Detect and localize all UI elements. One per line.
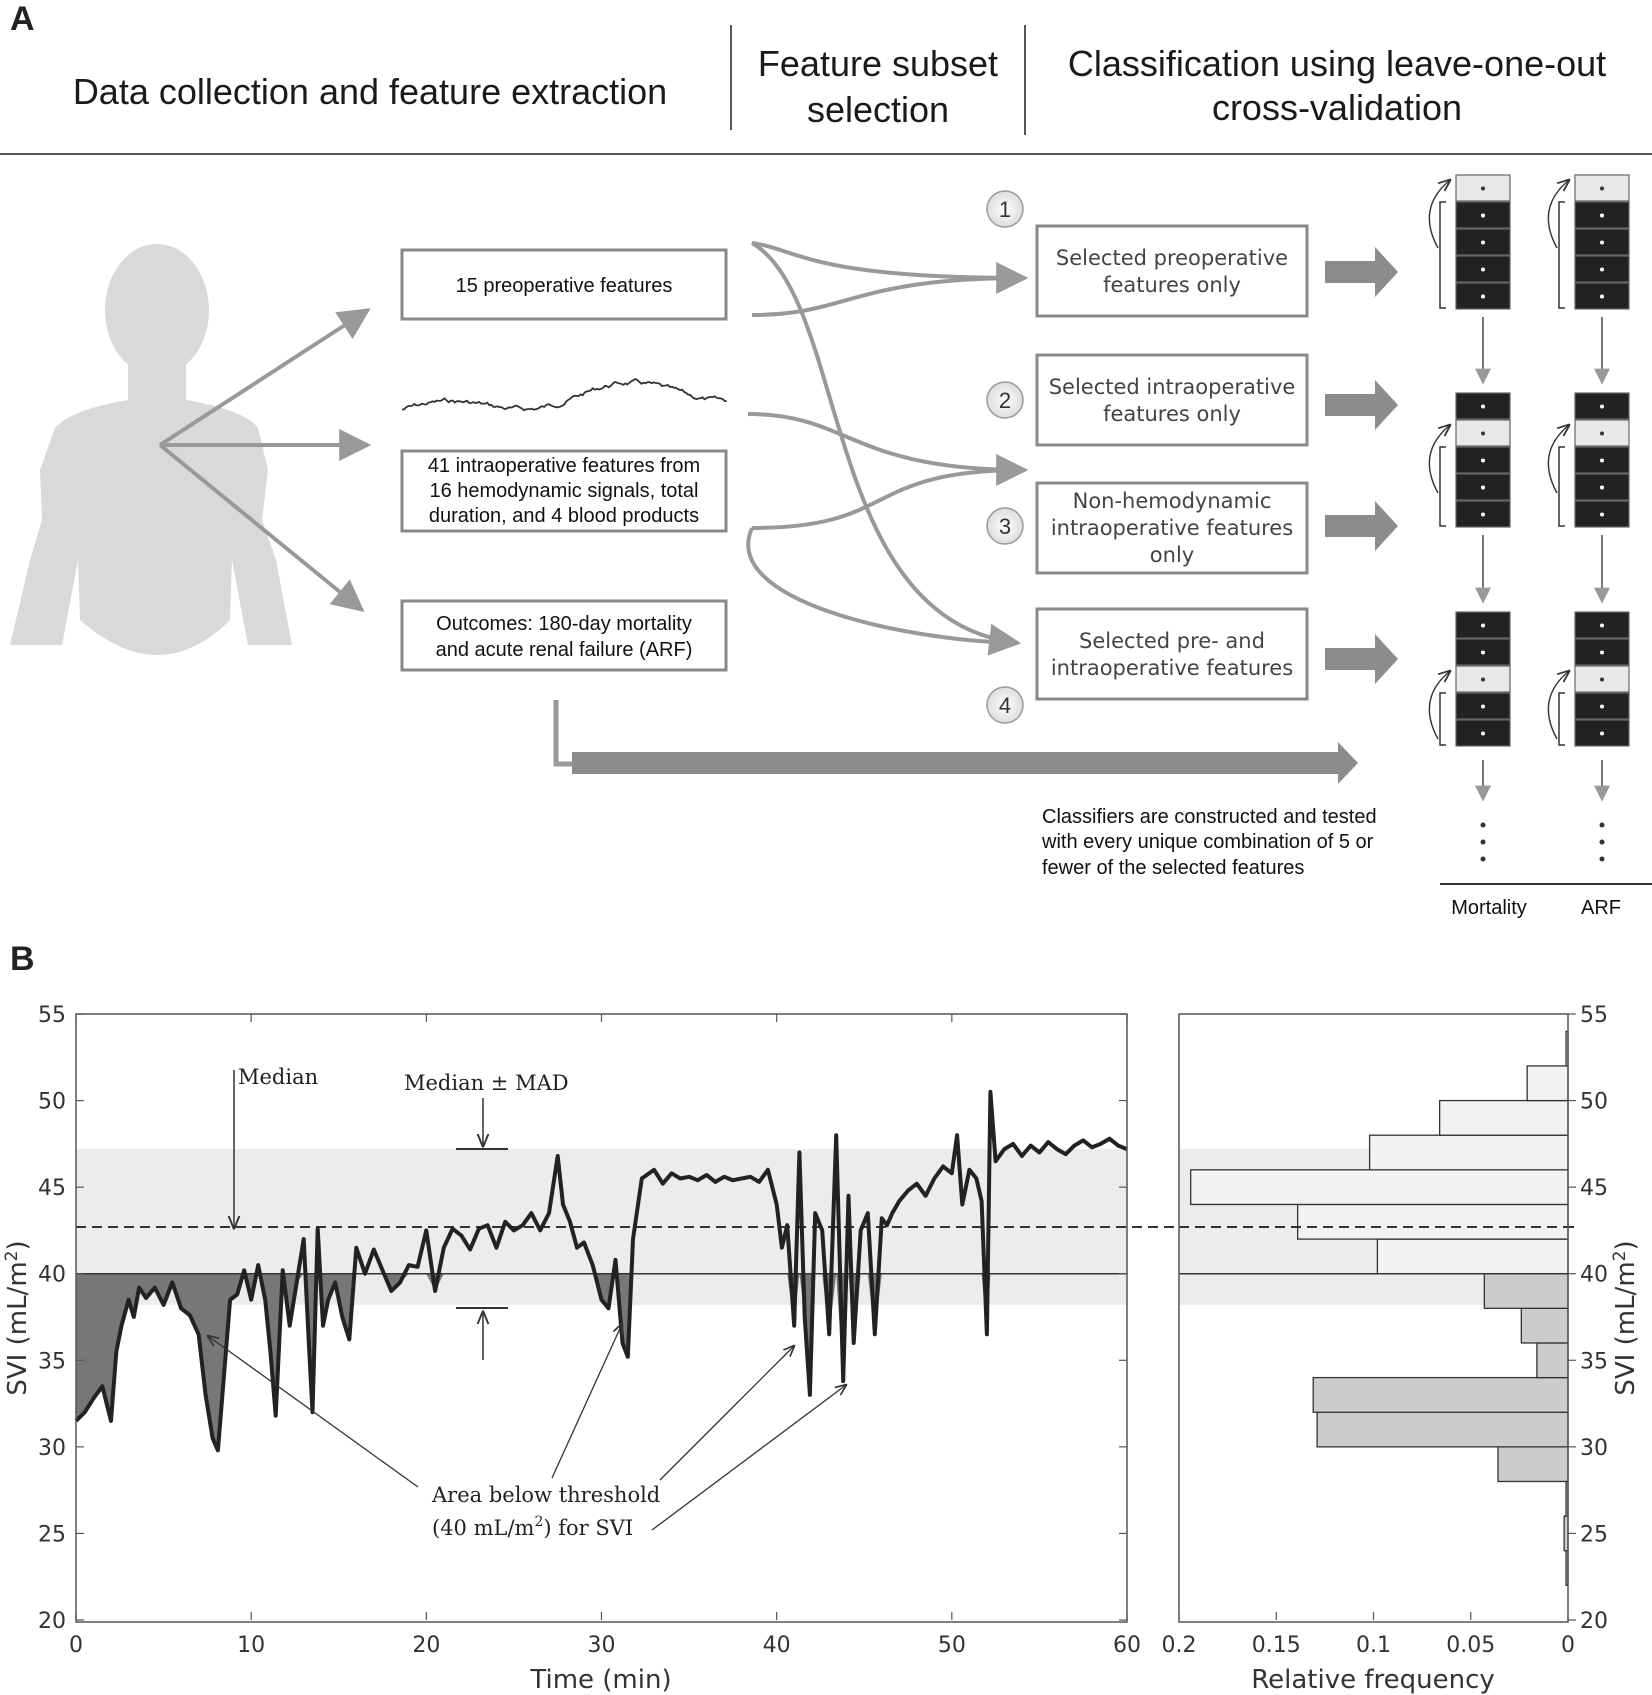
step-number-3 — [987, 508, 1023, 544]
hist-y-tick-label: 30 — [1580, 1435, 1608, 1461]
svi-histogram-chart — [1162, 1003, 1609, 1658]
area-below-threshold-annotation — [208, 1324, 846, 1540]
cross-validation-folds — [1429, 175, 1629, 862]
y-tick-label: 55 — [38, 1003, 66, 1028]
median-annotation-label: Median — [238, 1065, 319, 1089]
hist-y-tick-label: 45 — [1580, 1176, 1608, 1202]
fold-dot — [1600, 651, 1604, 655]
histogram-bar — [1298, 1204, 1568, 1239]
main-x-axis-label: Time (min) — [530, 1665, 672, 1695]
fold-bracket — [1440, 447, 1446, 526]
classifier-note-line2: with every unique combination of 5 or — [1042, 831, 1374, 853]
svg-text:3: 3 — [998, 514, 1012, 539]
hist-x-tick-label: 0.1 — [1356, 1633, 1391, 1658]
histogram-bar — [1521, 1308, 1568, 1343]
subset-both-line1: Selected pre- and — [1079, 629, 1265, 653]
subset-box-intraop — [1037, 355, 1307, 445]
step-number-1 — [987, 191, 1023, 227]
fold-dot — [1600, 405, 1604, 409]
x-tick-label: 40 — [762, 1633, 791, 1658]
subset-both-line2: intraoperative features — [1050, 656, 1294, 680]
ellipsis-dot — [1481, 857, 1486, 862]
header-classification-line1: Classification using leave-one-out — [1067, 43, 1607, 84]
subset-nonhemo-line1: Non-hemodynamic — [1072, 489, 1272, 513]
ellipsis-dot — [1481, 823, 1486, 828]
hist-x-tick-label: 0.2 — [1161, 1633, 1197, 1658]
subset-intraop-line2: features only — [1103, 402, 1241, 426]
outcomes-long-arrow — [556, 700, 1358, 784]
svg-text:4: 4 — [998, 693, 1012, 718]
hist-y-tick-label: 35 — [1580, 1349, 1608, 1375]
mortality-label: Mortality — [1451, 897, 1527, 919]
fold-dot — [1600, 295, 1604, 299]
x-tick-label: 0 — [69, 1633, 83, 1658]
hist-y-axis-label: SVI $(mL/m^2)$ — [1610, 1240, 1641, 1396]
fold-dot — [1481, 486, 1485, 490]
subset-intraop-line1: Selected intraoperative — [1048, 375, 1296, 399]
fold-dot — [1600, 705, 1604, 709]
histogram-bar — [1317, 1412, 1568, 1447]
fold-dot — [1481, 241, 1485, 245]
median-mad-annotation-label: Median ± MAD — [404, 1071, 569, 1095]
hist-y-tick-label: 50 — [1580, 1089, 1608, 1115]
intraop-features-line2: 16 hemodynamic signals, total — [429, 480, 699, 502]
fold-dot — [1600, 624, 1604, 628]
fold-dot — [1600, 241, 1604, 245]
preop-features-label: 15 preoperative features — [455, 275, 673, 297]
histogram-bar — [1440, 1101, 1568, 1136]
fold-dot — [1481, 187, 1485, 191]
classifier-note-line1: Classifiers are constructed and tested — [1042, 806, 1377, 828]
arf-label: ARF — [1581, 897, 1621, 919]
hist-y-tick-label: 20 — [1580, 1609, 1608, 1634]
histogram-bar — [1377, 1239, 1568, 1274]
y-tick-label: 45 — [38, 1176, 66, 1202]
x-tick-label: 60 — [1113, 1633, 1141, 1658]
intraop-features-line3: duration, and 4 blood products — [428, 505, 700, 527]
ellipsis-dot — [1600, 857, 1605, 862]
x-tick-label: 50 — [937, 1633, 966, 1658]
fold-bracket — [1440, 202, 1446, 308]
fold-dot — [1600, 678, 1604, 682]
y-tick-label: 50 — [38, 1089, 66, 1115]
hist-x-axis-label: Relative frequency — [1251, 1665, 1495, 1695]
fold-dot — [1481, 732, 1485, 736]
fold-dot — [1481, 459, 1485, 463]
hist-y-tick-label: 40 — [1580, 1262, 1608, 1288]
step-number-4 — [987, 687, 1023, 723]
step-number-2 — [987, 382, 1023, 418]
fold-dot — [1481, 513, 1485, 517]
fold-dot — [1600, 268, 1604, 272]
fold-dot — [1481, 678, 1485, 682]
fold-bracket — [1559, 447, 1565, 526]
panel-b-letter: B — [10, 940, 35, 978]
fold-dot — [1481, 705, 1485, 709]
x-tick-label: 10 — [237, 1633, 266, 1658]
subset-flow-curves — [748, 243, 1025, 643]
x-tick-label: 30 — [587, 1633, 616, 1658]
fold-dot — [1481, 405, 1485, 409]
panel-a-letter: A — [10, 0, 35, 38]
ellipsis-dot — [1600, 840, 1605, 845]
fold-dot — [1481, 214, 1485, 218]
subset-preop-line1: Selected preoperative — [1055, 246, 1289, 270]
fold-dot — [1481, 268, 1485, 272]
histogram-bar — [1484, 1274, 1568, 1309]
svg-text:1: 1 — [998, 197, 1012, 222]
header-feature-subset-line2: selection — [806, 89, 950, 130]
y-tick-label: 40 — [38, 1262, 66, 1288]
hist-x-tick-label: 0.15 — [1251, 1633, 1301, 1658]
subset-preop-line2: features only — [1103, 273, 1241, 297]
ellipsis-dot — [1481, 840, 1486, 845]
fold-dot — [1600, 187, 1604, 191]
hist-y-tick-label: 55 — [1580, 1003, 1608, 1028]
fold-dot — [1481, 295, 1485, 299]
fold-dot — [1600, 459, 1604, 463]
x-tick-label: 20 — [412, 1633, 441, 1658]
fold-bracket — [1559, 202, 1565, 308]
fold-dot — [1600, 486, 1604, 490]
y-tick-label: 20 — [38, 1609, 66, 1634]
fold-dot — [1481, 432, 1485, 436]
area-annotation-line1: Area below threshold — [432, 1483, 661, 1507]
y-tick-label: 35 — [38, 1349, 66, 1375]
ellipsis-dot — [1600, 823, 1605, 828]
histogram-bar — [1313, 1378, 1568, 1413]
y-tick-label: 30 — [38, 1435, 66, 1461]
classifier-note-line3: fewer of the selected features — [1042, 857, 1305, 879]
histogram-bar — [1370, 1135, 1568, 1170]
area-annotation-line2: (40 $mL/m^2$) for SVI — [432, 1514, 634, 1540]
fold-dot — [1600, 732, 1604, 736]
histogram-bar — [1191, 1170, 1568, 1205]
hist-y-tick-label: 25 — [1580, 1522, 1608, 1548]
histogram-bar — [1527, 1066, 1568, 1101]
fold-dot — [1481, 624, 1485, 628]
fold-bracket — [1559, 693, 1565, 745]
histogram-bar — [1537, 1343, 1568, 1378]
main-y-axis-label: SVI $(mL/m^2)$ — [2, 1240, 33, 1396]
outcomes-line2: and acute renal failure (ARF) — [435, 639, 693, 661]
human-silhouette-icon — [10, 244, 292, 655]
outcomes-line1: Outcomes: 180-day mortality — [436, 613, 692, 635]
svi-time-series-chart — [38, 1003, 1578, 1658]
fold-dot — [1600, 432, 1604, 436]
fold-dot — [1600, 513, 1604, 517]
subset-nonhemo-line2: intraoperative features — [1050, 516, 1294, 540]
hemodynamic-signal-trace — [402, 379, 727, 410]
y-tick-label: 25 — [38, 1522, 66, 1548]
hist-x-tick-label: 0 — [1561, 1633, 1575, 1658]
subset-nonhemo-line3: only — [1149, 543, 1195, 567]
histogram-bar — [1498, 1447, 1568, 1482]
intraop-features-line1: 41 intraoperative features from — [427, 455, 701, 477]
subset-box-preop — [1037, 226, 1307, 316]
fold-dot — [1600, 214, 1604, 218]
header-data-collection: Data collection and feature extraction — [72, 71, 668, 112]
header-feature-subset-line1: Feature subset — [757, 43, 999, 84]
fold-dot — [1481, 651, 1485, 655]
block-arrows — [1325, 247, 1398, 684]
hist-x-tick-label: 0.05 — [1446, 1633, 1496, 1658]
subset-box-pre-and-intraop — [1037, 609, 1307, 699]
header-classification-line2: cross-validation — [1211, 87, 1463, 128]
fold-bracket — [1440, 693, 1446, 745]
svg-text:2: 2 — [998, 388, 1012, 413]
